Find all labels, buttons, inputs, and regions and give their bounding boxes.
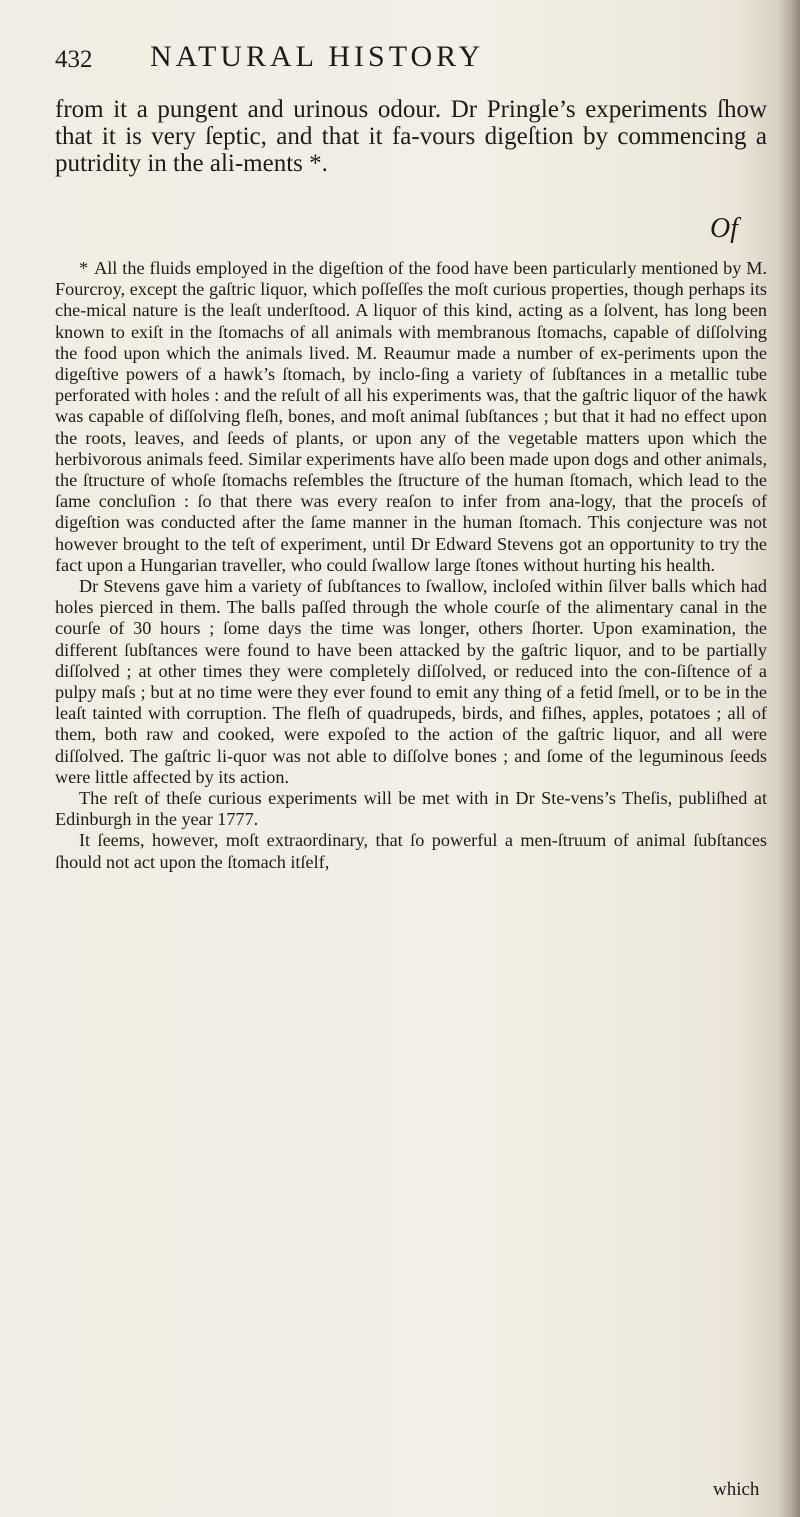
- footnote-catchword: which: [713, 1479, 760, 1500]
- body-text: from it a pungent and urinous odour. Dr Pringle’s experiments ſhow that it is very ſeptic, and that it fa-vours digeſtion by commencing a putridity in the ali-ments *.: [55, 96, 767, 177]
- body-catchword: Of: [710, 213, 738, 244]
- page-edge-shadow: [778, 0, 800, 1517]
- footnote-paragraph-4: It ſeems, however, moſt extraordinary, that ſo powerful a men-ſtruum of animal ſubſtances ſhould not act upon the ſtomach itſelf,: [55, 830, 767, 872]
- footnote-paragraph-1: All the fluids employed in the digeſtion of the food have been particularly mentioned by M. Fourcroy, except the gaſtric liquor, which poſſeſſes the moſt curious properties, though perhaps its che-mical nature is the leaſt underſtood. A liquor of this kind, acting as a ſolvent, has long been known to exiſt in the ſtomachs of all animals with membranous ſtomachs, capable of diſſolving the food upon which the animals lived. M. Reaumur made a number of ex-periments upon the digeſtive powers of a hawk’s ſtomach, by inclo-ſing a variety of ſubſtances in a metallic tube perforated with holes : and the reſult of all his experiments was, that the gaſtric liquor of the hawk was capable of diſſolving fleſh, bones, and moſt animal ſubſtances ; but that it had no effect upon the roots, leaves, and ſeeds of plants, or upon any of the vegetable matters upon which the herbivorous animals feed. Similar experiments have alſo been made upon dogs and other animals, the ſtructure of whoſe ſtomachs reſembles the ſtructure of the human ſtomach, which lead to the ſame concluſion : ſo that there was every reaſon to infer from ana-logy, that the proceſs of digeſtion was conducted after the ſame manner in the human ſtomach. This conjecture was not however brought to the teſt of experiment, until Dr Edward Stevens got an opportunity to try the fact upon a Hungarian traveller, who could ſwallow large ſtones without hurting his health.: [55, 258, 767, 575]
- footnote-marker: *: [79, 258, 89, 278]
- footnote: [55, 258, 767, 873]
- running-head: NATURAL HISTORY: [150, 40, 485, 73]
- footnote-paragraph: [55, 258, 767, 576]
- page-number: 432: [55, 46, 93, 73]
- page-header: [55, 40, 755, 80]
- footnote-paragraph-3: The reſt of theſe curious experiments will be met with in Dr Ste-vens’s Theſis, publiſhed at Edinburgh in the year 1777.: [55, 788, 767, 830]
- footnote-paragraph-2: Dr Stevens gave him a variety of ſubſtances to ſwallow, incloſed within ſilver balls which had holes pierced in them. The balls paſſed through the whole courſe of the alimentary canal in the courſe of 30 hours ; ſome days the time was longer, others ſhorter. Upon examination, the different ſubſtances were found to have been attacked by the gaſtric liquor, and to be partially diſſolved ; at other times they were completely diſſolved, or reduced into the con-ſiſtence of a pulpy maſs ; but at no time were they ever found to emit any thing of a fetid ſmell, or to be in the leaſt tainted with corruption. The fleſh of quadrupeds, birds, and fiſhes, apples, potatoes ; all of them, both raw and cooked, were expoſed to the action of the gaſtric liquor, and all were diſſolved. The gaſtric li-quor was not able to diſſolve bones ; and ſome of the leguminous ſeeds were little affected by its action.: [55, 576, 767, 787]
